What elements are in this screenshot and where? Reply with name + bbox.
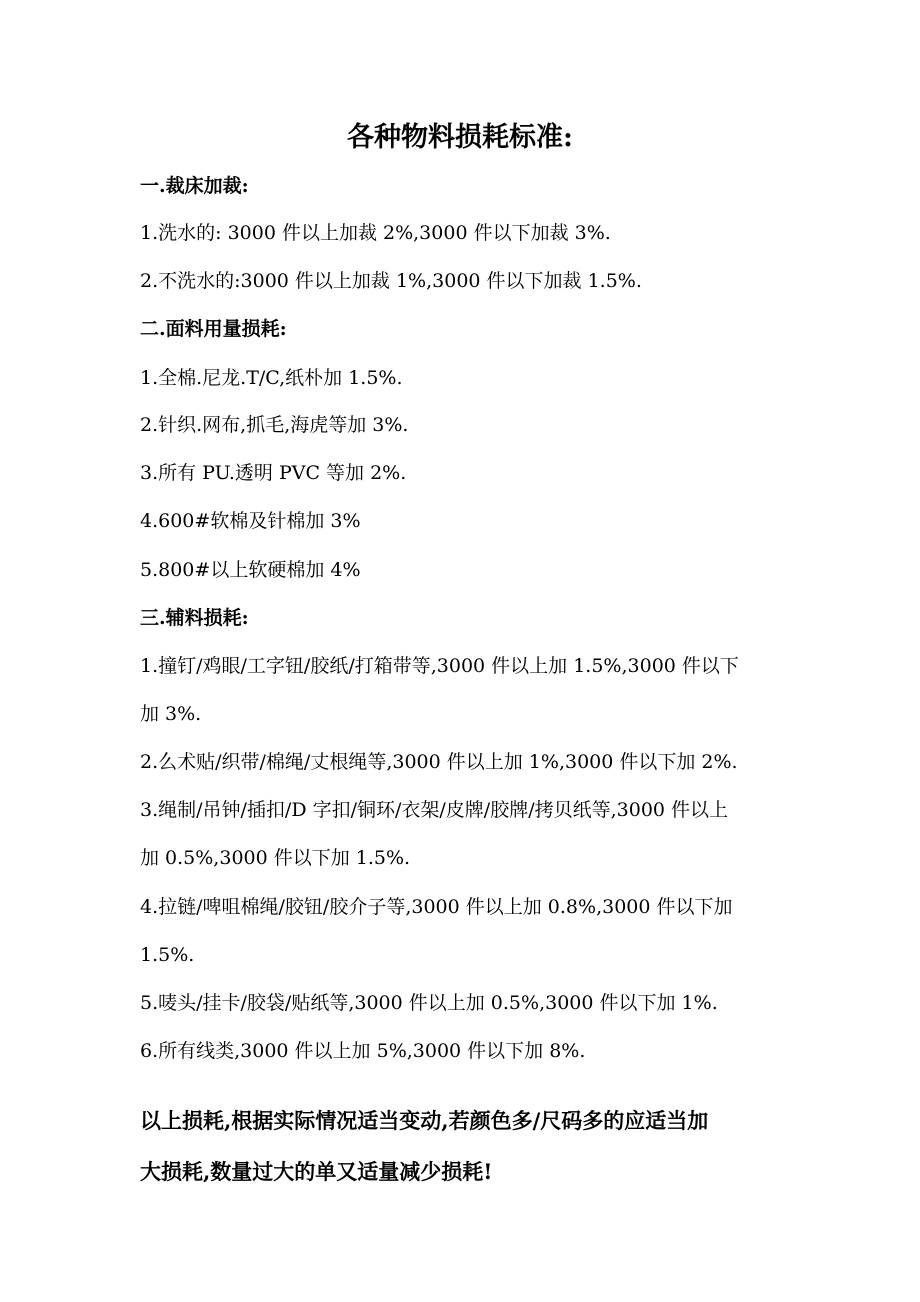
accessories-line-3: 2.么术贴/织带/棉绳/丈根绳等,3000 件以上加 1%,3000 件以下加 2%. [140,751,738,773]
accessories-line-9: 6.所有线类,3000 件以上加 5%,3000 件以下加 8%. [140,1040,586,1062]
accessories-line-8: 5.唛头/挂卡/胶袋/贴纸等,3000 件以上加 0.5%,3000 件以下加 1%. [140,992,718,1014]
section-heading-fabric: 二.面料用量损耗: [140,318,287,340]
cutting-item-2: 2.不洗水的:3000 件以上加裁 1%,3000 件以下加裁 1.5%. [140,270,642,292]
closing-note-line-1: 以上损耗,根据实际情况适当变动,若颜色多/尺码多的应适当加 [140,1108,709,1133]
cutting-item-1: 1.洗水的: 3000 件以上加裁 2%,3000 件以下加裁 3%. [140,222,611,244]
closing-note-line-2: 大损耗,数量过大的单又适量减少损耗! [140,1159,493,1184]
fabric-item-3: 3.所有 PU.透明 PVC 等加 2%. [140,462,407,484]
accessories-line-2: 加 3%. [140,703,202,725]
fabric-item-4: 4.600#软棉及针棉加 3% [140,510,361,532]
section-heading-cutting: 一.裁床加裁: [140,175,249,197]
document-title: 各种物料损耗标准: [347,122,573,153]
accessories-line-4: 3.绳制/吊钟/插扣/D 字扣/铜环/衣架/皮牌/胶牌/拷贝纸等,3000 件以上 [140,799,729,821]
fabric-item-1: 1.全棉.尼龙.T/C,纸朴加 1.5%. [140,367,403,389]
section-heading-accessories: 三.辅料损耗: [140,607,249,629]
accessories-line-1: 1.撞钉/鸡眼/工字钮/胶纸/打箱带等,3000 件以上加 1.5%,3000 件以下 [140,655,739,677]
fabric-item-5: 5.800#以上软硬棉加 4% [140,559,361,581]
accessories-line-5: 加 0.5%,3000 件以下加 1.5%. [140,847,411,869]
accessories-line-7: 1.5%. [140,944,195,966]
accessories-line-6: 4.拉链/啤咀棉绳/胶钮/胶介子等,3000 件以上加 0.8%,3000 件以下加 [140,896,733,918]
fabric-item-2: 2.针织.网布,抓毛,海虎等加 3%. [140,414,409,436]
